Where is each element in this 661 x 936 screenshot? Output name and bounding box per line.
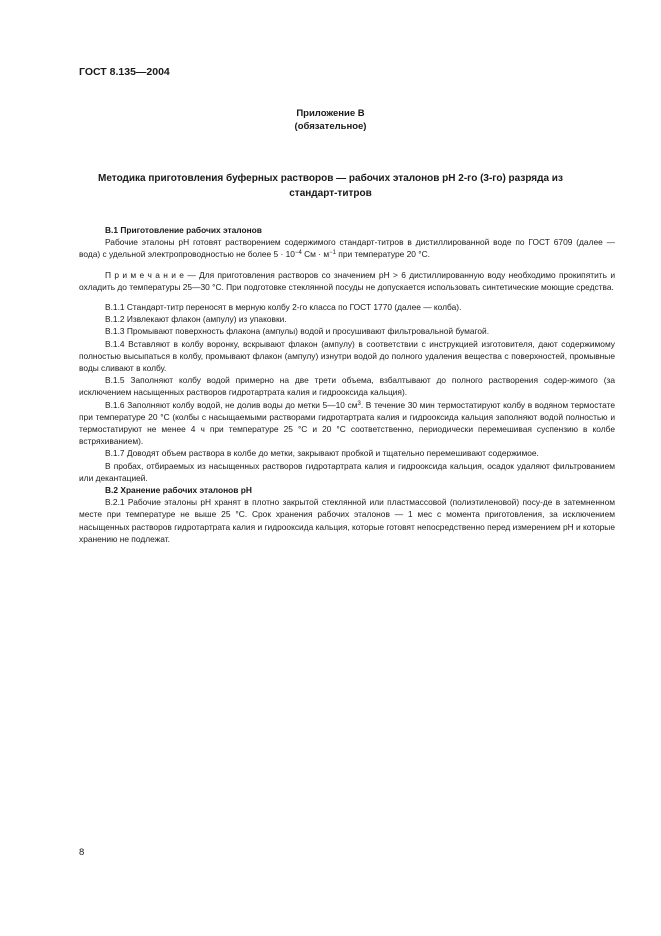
appendix-title: Приложение В [296,108,365,119]
superscript: −1 [329,250,336,257]
text-part: См · м [301,249,330,260]
paragraph-b1-7: В.1.7 Доводят объем раствора в колбе до метки, закрывают пробкой и тщательно перемешивают содержимое. [105,448,539,459]
paragraph-b1-1: В.1.1 Стандарт-титр переносят в мерную колбу 2-го класса по ГОСТ 1770 (далее — колба). [105,302,462,313]
text-part: при температуре 20 °С. [335,249,431,260]
paragraph-b1-intro [79,236,615,260]
section-heading-b1: В.1 Приготовление рабочих эталонов [105,225,262,235]
text-part: Рабочие эталоны pH готовят растворением содержимого стандарт-титров в дистиллированной воде по ГОСТ 6709 (далее — вода) с удельной электропроводностью не более 5 · 10 [79,237,615,260]
paragraph-b1-5: В.1.5 Заполняют колбу водой примерно на две трети объема, взбалтывают до полного растворения содер-жимого (за исключением насыщенных растворов гидротартрата калия и гидрооксида кальция). [79,375,615,398]
paragraph-b1-6 [79,399,615,448]
page-number: 8 [79,847,85,858]
paragraph-b1-4: В.1.4 Вставляют в колбу воронку, вскрывают флакон (ампулу) в соответствии с инструкцией изготовителя, дают содержимому полностью высыпаться в колбу, промывают флакон (ампулу) изнутри водой до полного удаления вещества с поверхностей, промывные воды сливают в колбу. [79,338,615,374]
note-paragraph: П р и м е ч а н и е — Для приготовления растворов со значением pH > 6 дистиллированную воду необходимо прокипятить и охладить до температуры 25—30 °С. При подготовке стеклянной посуды не допускается использовать синтетические моющие средства. [79,269,615,292]
appendix-status: (обязательное) [294,121,367,132]
text-part: . В течение 30 мин термостатируют колбу в водяном термостате при температуре 20 °С (колбы с насыщаемыми растворами гидротартрата калия и гидрооксида кальция заполняют водой полностью и термостатируют не менее 4 ч при температуре 25 °С и 20 °С соответственно, периодически перемешивая суспензию в колбе встряхиванием). [79,399,615,447]
document-header: ГОСТ 8.135—2004 [79,66,170,78]
paragraph-b2-1: В.2.1 Рабочие эталоны pH хранят в плотно закрытой стеклянной или пластмассовой (полиэтиленовой) посу-де в затемненном месте при температуре не выше 25 °С. Срок хранения рабочих эталонов — 1 мес с момента приготовления, за исключением насыщенных растворов гидротартрата калия и гидрооксида кальция, которые готовят непосредственно перед измерением pH и которые хранению не подлежат. [79,497,615,544]
section-title: Методика приготовления буферных растворов — рабочих эталонов рН 2-го (3-го) разряда из стандарт-титров [98,173,563,199]
superscript: −4 [294,250,302,257]
text-part: В.1.6 Заполняют колбу водой, не долив воды до метки 5—10 см [105,399,358,410]
paragraph-b1-8: В пробах, отбираемых из насыщенных растворов гидротартрата калия и гидрооксида кальция, осадок удаляют фильтрованием или декантацией. [79,460,615,483]
paragraph-b1-3: В.1.3 Промывают поверхность флакона (ампулы) водой и просушивают фильтровальной бумагой. [105,326,490,337]
paragraph-b1-2: В.1.2 Извлекают флакон (ампулу) из упаковки. [105,314,287,325]
superscript: 3 [357,400,361,407]
section-heading-b2: В.2 Хранение рабочих эталонов pH [105,485,252,496]
document-body [79,224,615,545]
